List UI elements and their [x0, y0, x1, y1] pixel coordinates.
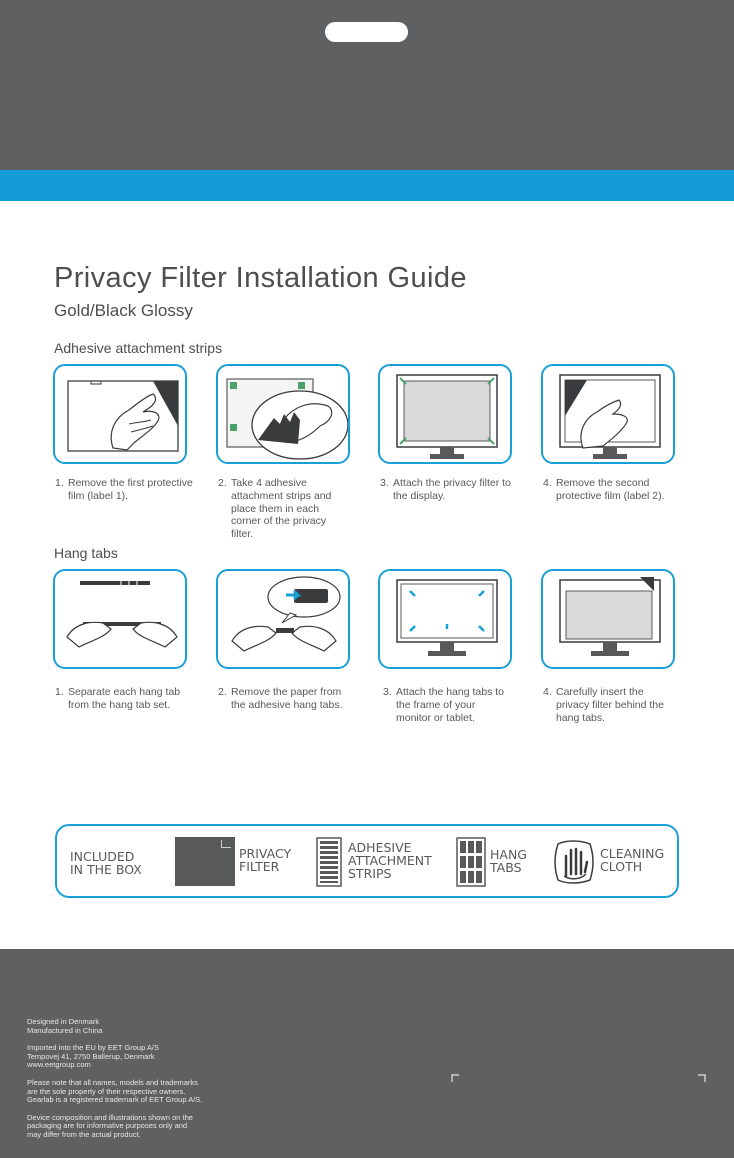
step-illustration-hang-2: [216, 569, 350, 669]
section-heading-hang-tabs: Hang tabs: [54, 545, 118, 561]
step-text: Separate each hang tab from the hang tab set.: [68, 686, 181, 711]
step-illustration-adhesive-1: [53, 364, 187, 464]
top-band: [0, 0, 734, 170]
privacy-filter-icon: [175, 837, 235, 886]
step-illustration-adhesive-4: [541, 364, 675, 464]
product-variant: Gold/Black Glossy: [54, 301, 193, 320]
included-item-adhesive-strips: ADHESIVE ATTACHMENT STRIPS: [348, 840, 432, 881]
step-illustration-hang-4: [541, 569, 675, 669]
step-text: Attach the hang tabs to the frame of your monitor or tablet.: [396, 686, 504, 724]
remove-paper-icon: [218, 571, 350, 669]
section-heading-adhesive: Adhesive attachment strips: [54, 340, 223, 356]
step-illustration-hang-1: [53, 569, 187, 669]
step-number: 4.: [543, 477, 552, 489]
step-text: Carefully insert the privacy filter behind the hang tabs.: [556, 686, 664, 724]
step-number: 1.: [55, 477, 64, 489]
remove-second-film-icon: [543, 366, 675, 464]
hang-hole: [325, 22, 408, 42]
adhesive-strips-icon: [316, 837, 342, 887]
step-text: Attach the privacy filter to the display.: [393, 477, 511, 502]
included-item-cleaning-cloth: CLEANING CLOTH: [600, 846, 665, 874]
footer-importer: Imported into the EU by EET Group A/S Tempovej 41, 2750 Ballerup, Denmark www.eetgroup.com: [27, 1043, 160, 1070]
hand-peel-film-icon: [55, 366, 187, 464]
step-number: 2.: [218, 686, 227, 698]
footer-text: [27, 1018, 287, 1149]
step-number: 4.: [543, 686, 552, 698]
separate-hang-tab-icon: [55, 571, 187, 669]
page-title: Privacy Filter Installation Guide: [54, 262, 467, 294]
insert-filter-icon: [543, 571, 675, 669]
included-in-box: [55, 824, 679, 898]
included-item-privacy-filter: PRIVACY FILTER: [239, 846, 292, 874]
step-number: 1.: [55, 686, 64, 698]
included-item-hang-tabs: HANG TABS: [490, 847, 527, 875]
step-number: 3.: [383, 686, 392, 698]
cleaning-cloth-icon: [554, 838, 596, 884]
step-illustration-adhesive-3: [378, 364, 512, 464]
included-label: INCLUDED IN THE BOX: [70, 849, 142, 877]
adhesive-strip-placement-icon: [218, 366, 350, 464]
step-text: Remove the paper from the adhesive hang tabs.: [231, 686, 343, 711]
accent-stripe: [0, 170, 734, 201]
step-number: 2.: [218, 477, 227, 489]
step-illustration-hang-3: [378, 569, 512, 669]
footer-trademarks: Please note that all names, models and trademarks are the sole property of their respective owners. Gearlab is a registered trademark of EET Group A/S.: [27, 1077, 203, 1105]
footer-origin: Designed in Denmark Manufactured in China: [27, 1017, 103, 1035]
attach-hang-tabs-icon: [380, 571, 512, 669]
corner-mark-right: [698, 1074, 706, 1082]
step-text: Remove the second protective film (label 2).: [556, 477, 665, 502]
step-number: 3.: [380, 477, 389, 489]
step-text: Remove the first protective film (label 1).: [68, 477, 193, 502]
footer-disclaimer: Device composition and illustrations shown on the packaging are for informative purposes only and may differ from the actual product.: [27, 1112, 193, 1139]
step-illustration-adhesive-2: [216, 364, 350, 464]
attach-filter-monitor-icon: [380, 366, 512, 464]
hang-tabs-icon: [456, 837, 486, 887]
step-text: Take 4 adhesive attachment strips and place them in each corner of the privacy filter.: [231, 477, 332, 541]
corner-mark-left: [451, 1074, 459, 1082]
